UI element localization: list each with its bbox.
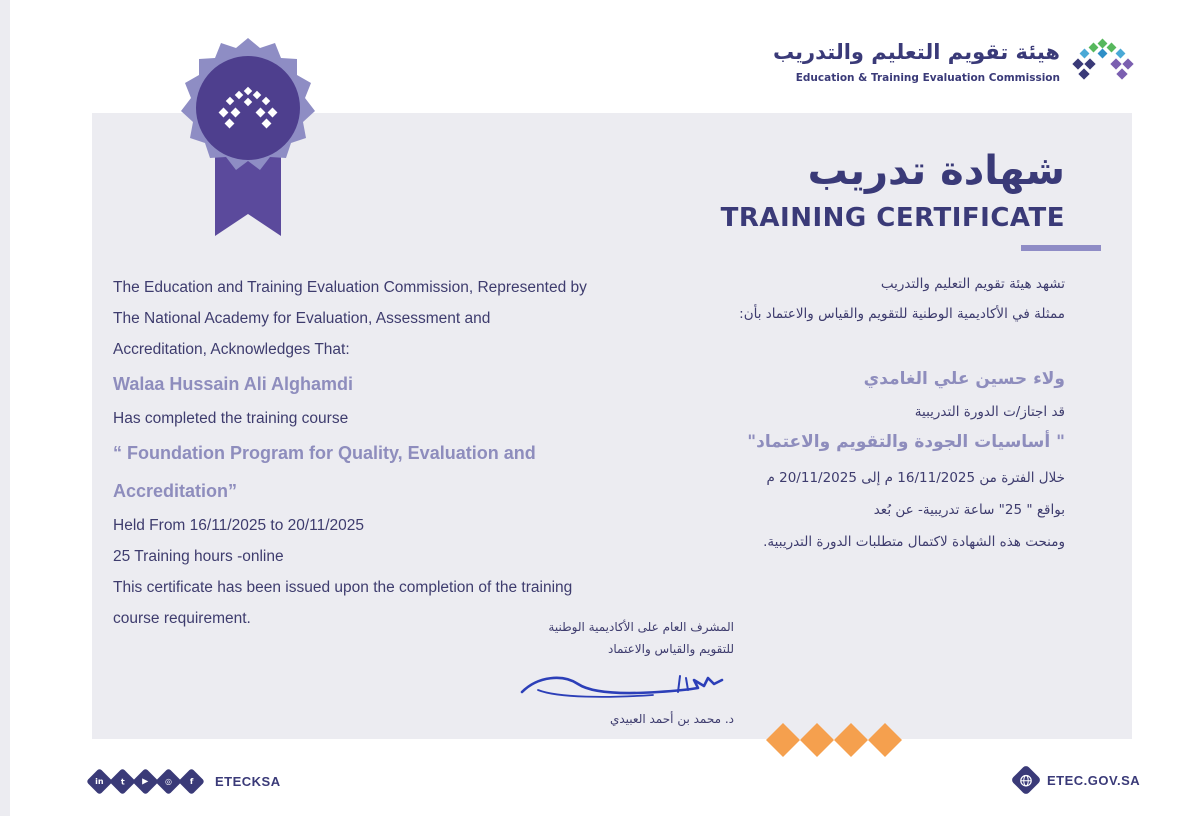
linkedin-icon[interactable]: in [86, 768, 113, 795]
etec-logo-mark-icon [1068, 38, 1138, 82]
title-english: TRAINING CERTIFICATE [720, 203, 1065, 233]
globe-icon [1010, 764, 1041, 795]
etec-logo [772, 38, 1138, 90]
english-completed-text: Has completed the training course [113, 410, 349, 427]
social-links [90, 770, 281, 792]
instagram-icon[interactable]: ◎ [155, 768, 182, 795]
english-intro-line-2: The National Academy for Evaluation, Assessment and [113, 310, 491, 327]
award-badge-icon [173, 36, 323, 241]
facebook-icon[interactable]: f [178, 768, 205, 795]
title-arabic: شهادة تدريب [807, 148, 1065, 194]
decorative-diamonds [766, 723, 902, 757]
arabic-completed-text: قد اجتاز/ت الدورة التدريبية [914, 404, 1065, 420]
course-name-english-line-1: “ Foundation Program for Quality, Evaluation and [113, 443, 536, 463]
youtube-icon[interactable]: ▶ [132, 768, 159, 795]
english-text-block [113, 272, 633, 634]
english-issued-line-1: This certificate has been issued upon the completion of the training [113, 579, 573, 596]
title-underline [1021, 245, 1101, 251]
org-name-english: Education & Training Evaluation Commission [795, 72, 1060, 84]
english-training-hours: 25 Training hours -online [113, 548, 284, 565]
recipient-name-english: Walaa Hussain Ali Alghamdi [113, 374, 354, 394]
english-intro-line-3: Accreditation, Acknowledges That: [113, 341, 350, 358]
website-url[interactable]: ETEC.GOV.SA [1047, 772, 1141, 788]
arabic-intro-line-2: ممثلة في الأكاديمية الوطنية للتقويم والقياس والاعتماد بأن: [739, 306, 1065, 322]
website-link[interactable] [1015, 769, 1140, 791]
arabic-period-dates: خلال الفترة من 16/11/2025 م إلى 20/11/2025 م [766, 470, 1065, 486]
arabic-training-hours: بواقع " 25" ساعة تدريبية- عن بُعد [873, 502, 1065, 518]
signature-block [480, 620, 740, 732]
english-issued-line-2: course requirement. [113, 610, 251, 627]
recipient-name-arabic: ولاء حسين علي الغامدي [863, 369, 1065, 389]
social-handle[interactable]: ETECKSA [215, 773, 281, 789]
handwritten-signature [518, 668, 728, 708]
signatory-title-line-2: للتقويم والقياس والاعتماد [608, 642, 734, 656]
arabic-issued-text: ومنحت هذه الشهادة لاكتمال متطلبات الدورة التدريبية. [763, 534, 1065, 550]
course-name-arabic: " أساسيات الجودة والتقويم والاعتماد" [747, 432, 1065, 452]
org-name-arabic: هيئة تقويم التعليم والتدريب [772, 40, 1060, 64]
signatory-title-line-1: المشرف العام على الأكاديمية الوطنية [548, 620, 734, 634]
arabic-intro-line-1: تشهد هيئة تقويم التعليم والتدريب [880, 276, 1065, 292]
twitter-icon[interactable]: t [109, 768, 136, 795]
signatory-name: د. محمد بن أحمد العبيدي [609, 712, 734, 726]
english-intro-line-1: The Education and Training Evaluation Commission, Represented by [113, 279, 587, 296]
course-name-english-line-2: Accreditation” [113, 481, 238, 501]
english-held-dates: Held From 16/11/2025 to 20/11/2025 [113, 517, 365, 534]
